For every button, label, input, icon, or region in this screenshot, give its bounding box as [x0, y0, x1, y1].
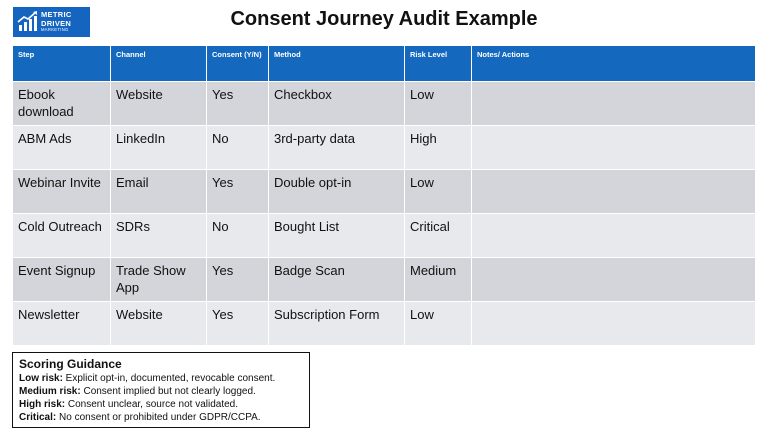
cell-consent: No [207, 214, 269, 258]
consent-audit-table [12, 45, 756, 346]
table-row [13, 82, 756, 126]
cell-notes-actions [472, 170, 756, 214]
cell-risk-level: Low [405, 82, 472, 126]
table-row [13, 126, 756, 170]
logo-line-1: METRIC [41, 10, 72, 20]
table-row [13, 214, 756, 258]
guidance-line [19, 411, 303, 424]
guidance-line-label: Critical: [19, 412, 57, 423]
cell-method: Bought List [269, 214, 405, 258]
cell-method: 3rd-party data [269, 126, 405, 170]
table-row [13, 302, 756, 346]
cell-notes-actions [472, 258, 756, 302]
cell-channel: Website [111, 82, 207, 126]
cell-channel: LinkedIn [111, 126, 207, 170]
guidance-line-label: Medium risk: [19, 386, 81, 397]
cell-channel: Email [111, 170, 207, 214]
guidance-lines [19, 372, 303, 424]
column-header-notes-actions: Notes/ Actions [472, 46, 756, 82]
cell-step: Event Signup [13, 258, 111, 302]
column-header-step: Step [13, 46, 111, 82]
page-title-text: Consent Journey Audit Example [230, 8, 538, 30]
cell-risk-level: High [405, 126, 472, 170]
cell-method: Double opt-in [269, 170, 405, 214]
column-header-consent: Consent (Y/N) [207, 46, 269, 82]
cell-notes-actions [472, 302, 756, 346]
table-row [13, 258, 756, 302]
cell-method: Badge Scan [269, 258, 405, 302]
guidance-line-text: Consent implied but not clearly logged. [80, 386, 256, 397]
guidance-line-label: Low risk: [19, 373, 63, 384]
guidance-line-text: Explicit opt-in, documented, revocable consent. [62, 373, 276, 384]
header-row [13, 46, 756, 82]
table-body [13, 82, 756, 346]
page-title [0, 8, 768, 31]
cell-risk-level: Low [405, 302, 472, 346]
logo-line-3: MARKETING [41, 27, 69, 33]
guidance-line [19, 385, 303, 398]
cell-notes-actions [472, 214, 756, 258]
table-header [13, 46, 756, 82]
cell-notes-actions [472, 126, 756, 170]
guidance-title: Scoring Guidance [19, 357, 122, 371]
column-header-channel: Channel [111, 46, 207, 82]
column-header-risk-level: Risk Level [405, 46, 472, 82]
cell-channel: SDRs [111, 214, 207, 258]
cell-step: Ebook download [13, 82, 111, 126]
cell-channel: Website [111, 302, 207, 346]
cell-risk-level: Low [405, 170, 472, 214]
guidance-line-text: No consent or prohibited under GDPR/CCPA. [56, 412, 261, 423]
cell-risk-level: Critical [405, 214, 472, 258]
cell-consent: Yes [207, 302, 269, 346]
cell-method: Subscription Form [269, 302, 405, 346]
cell-step: Newsletter [13, 302, 111, 346]
cell-consent: Yes [207, 82, 269, 126]
logo-line-2: DRIVEN [41, 18, 72, 28]
cell-consent: No [207, 126, 269, 170]
cell-consent: Yes [207, 258, 269, 302]
scoring-guidance-box [12, 352, 310, 428]
column-header-method: Method [269, 46, 405, 82]
guidance-line [19, 398, 303, 411]
guidance-line-text: Consent unclear, source not validated. [65, 399, 239, 410]
table-row [13, 170, 756, 214]
cell-step: Cold Outreach [13, 214, 111, 258]
cell-consent: Yes [207, 170, 269, 214]
cell-step: ABM Ads [13, 126, 111, 170]
cell-method: Checkbox [269, 82, 405, 126]
cell-risk-level: Medium [405, 258, 472, 302]
cell-channel: Trade Show App [111, 258, 207, 302]
guidance-line-label: High risk: [19, 399, 66, 410]
cell-step: Webinar Invite [13, 170, 111, 214]
guidance-line [19, 372, 303, 385]
cell-notes-actions [472, 82, 756, 126]
